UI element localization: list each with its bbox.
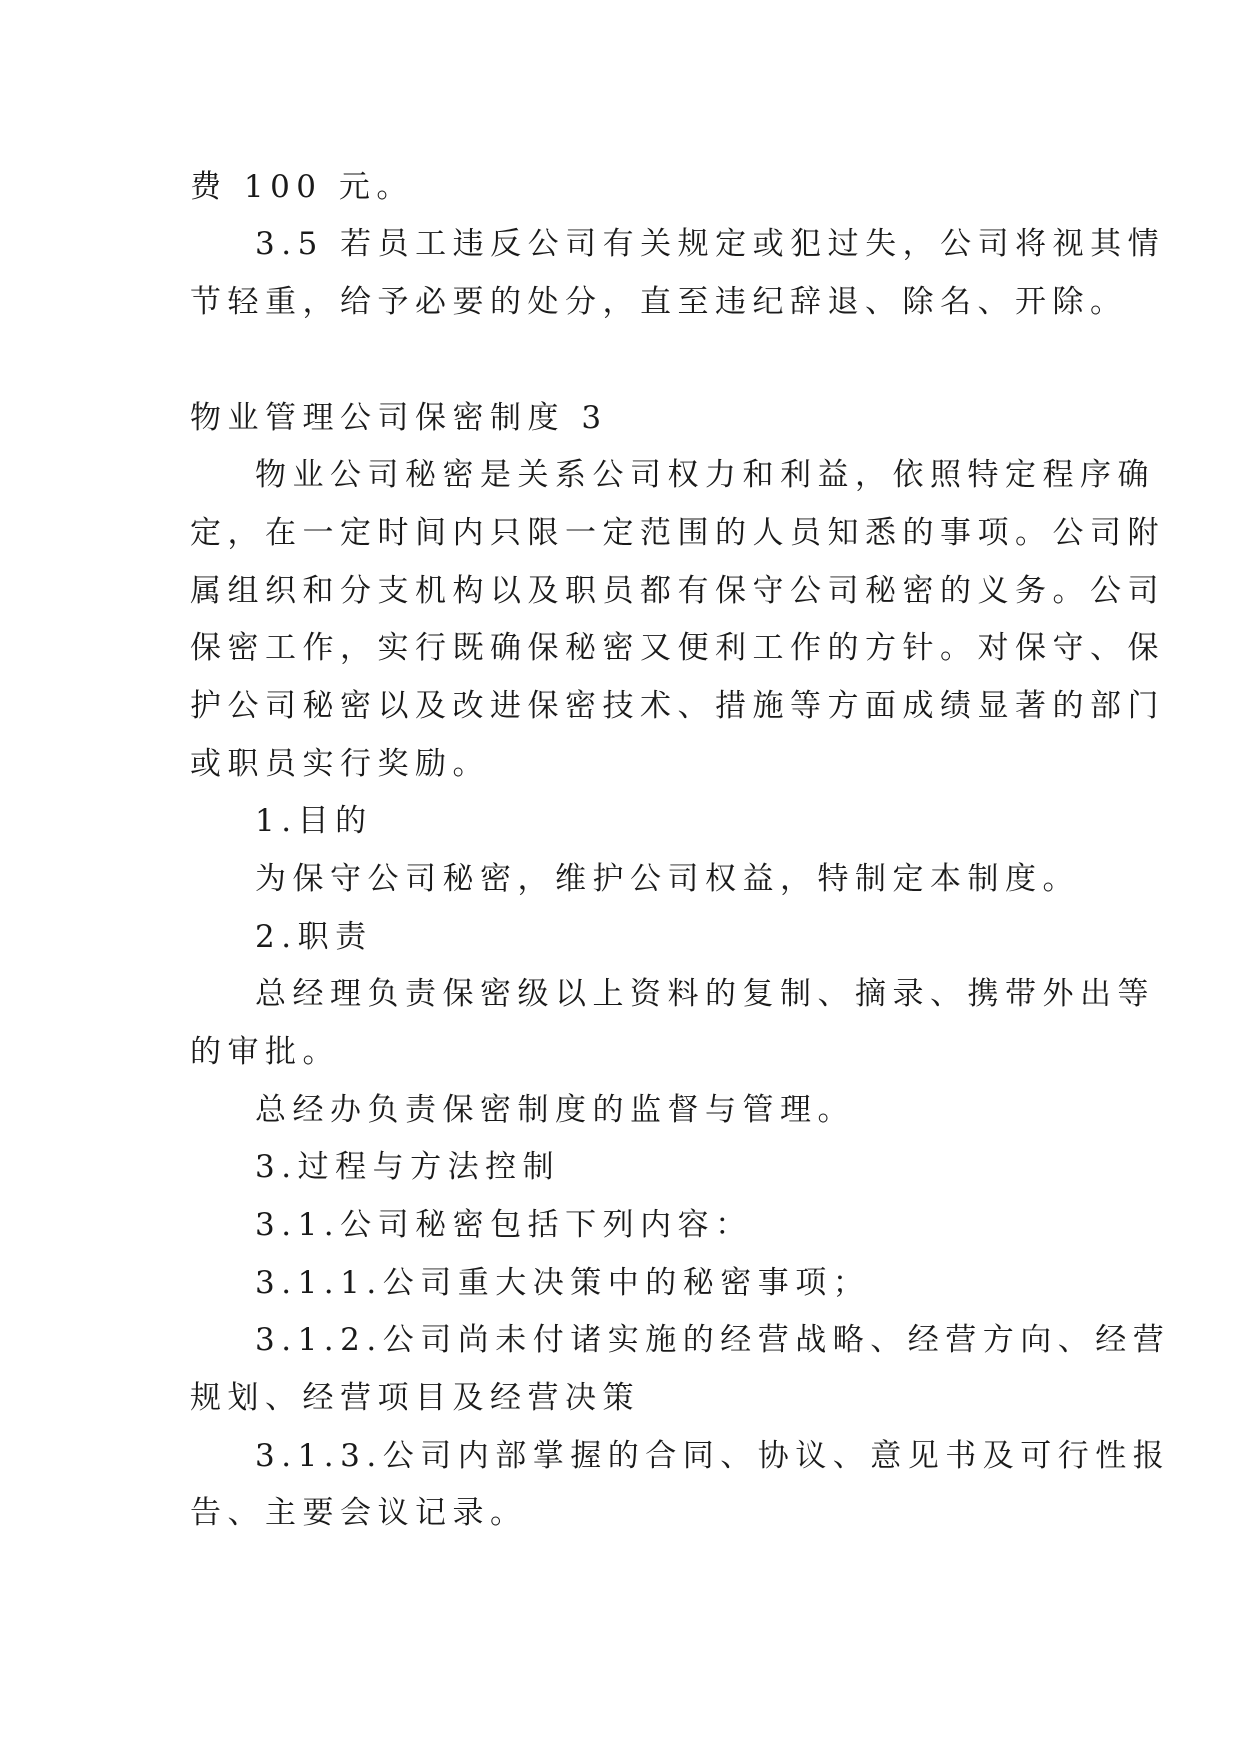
text-line: 保密工作，实行既确保秘密又便利工作的方针。对保守、保 bbox=[190, 630, 1165, 666]
text-line: 属组织和分支机构以及职员都有保守公司秘密的义务。公司 bbox=[190, 573, 1165, 609]
text-line: 总经办负责保密制度的监督与管理。 bbox=[255, 1092, 855, 1128]
text-line: 3.1.1.公司重大决策中的秘密事项； bbox=[255, 1265, 871, 1301]
text-line: 总经理负责保密级以上资料的复制、摘录、携带外出等 bbox=[255, 976, 1155, 1012]
text-line: 定，在一定时间内只限一定范围的人员知悉的事项。公司附 bbox=[190, 515, 1165, 551]
text-line: 或职员实行奖励。 bbox=[190, 746, 490, 782]
text-line: 3.1.公司秘密包括下列内容： bbox=[255, 1207, 753, 1243]
text-line: 3.5 若员工违反公司有关规定或犯过失，公司将视其情 bbox=[255, 226, 1166, 262]
text-line: 费 100 元。 bbox=[190, 169, 414, 205]
section-title: 物业管理公司保密制度 3 bbox=[190, 400, 608, 436]
text-line: 节轻重，给予必要的处分，直至违纪辞退、除名、开除。 bbox=[190, 284, 1128, 320]
text-line: 3.1.2.公司尚未付诸实施的经营战略、经营方向、经营 bbox=[255, 1322, 1171, 1358]
heading-duties: 2.职责 bbox=[255, 919, 373, 955]
text-line: 物业公司秘密是关系公司权力和利益，依照特定程序确 bbox=[255, 457, 1155, 493]
text-line: 告、主要会议记录。 bbox=[190, 1495, 528, 1531]
text-line: 规划、经营项目及经营决策 bbox=[190, 1380, 640, 1416]
text-line: 3.1.3.公司内部掌握的合同、协议、意见书及可行性报 bbox=[255, 1438, 1171, 1474]
heading-process: 3.过程与方法控制 bbox=[255, 1149, 561, 1185]
text-line: 为保守公司秘密，维护公司权益，特制定本制度。 bbox=[255, 861, 1080, 897]
text-line: 的审批。 bbox=[190, 1034, 340, 1070]
text-line: 护公司秘密以及改进保密技术、措施等方面成绩显著的部门 bbox=[190, 688, 1165, 724]
heading-purpose: 1.目的 bbox=[255, 803, 373, 839]
